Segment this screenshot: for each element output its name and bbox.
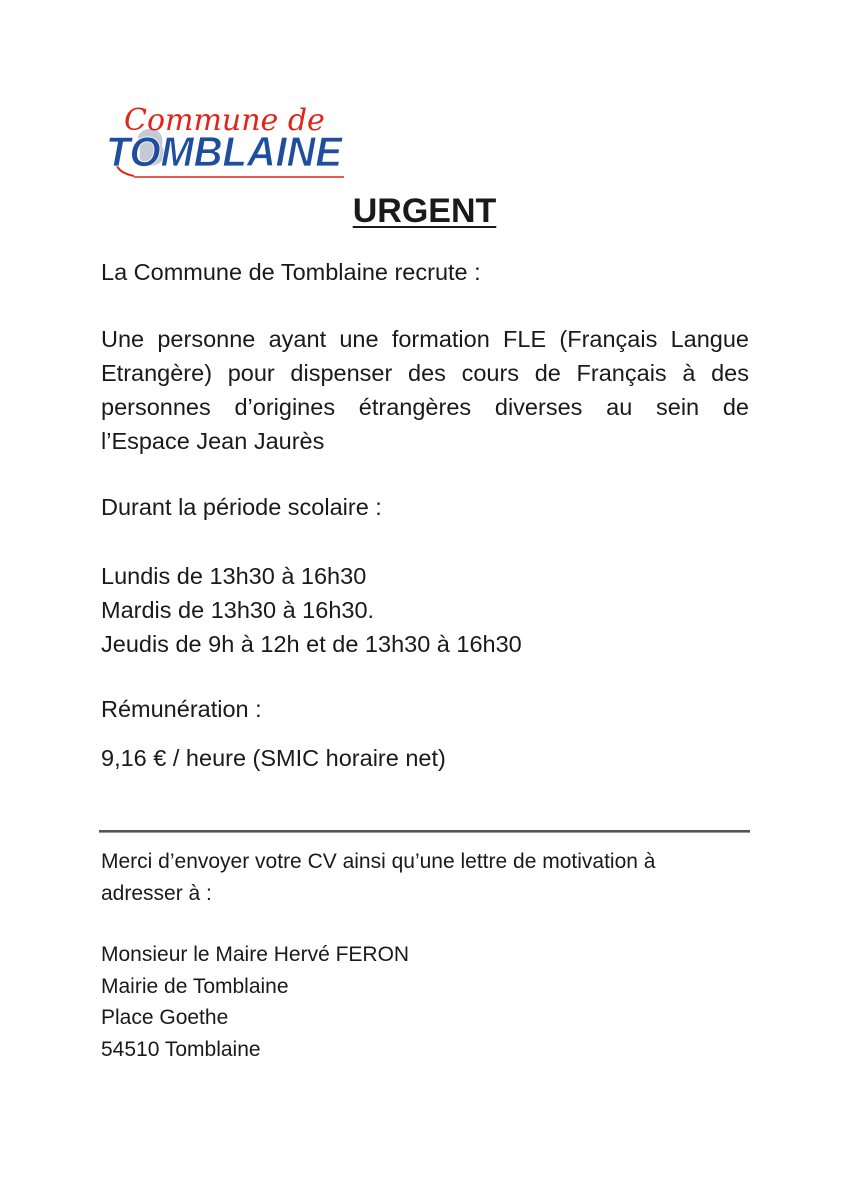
address-line: Mairie de Tomblaine (101, 974, 289, 998)
address-line: 54510 Tomblaine (101, 1037, 261, 1061)
page-title: URGENT (352, 192, 497, 230)
job-description (101, 322, 749, 458)
schedule-list (101, 559, 749, 661)
description-line: l’Espace Jean Jaurès (101, 428, 325, 454)
contact-address (101, 939, 749, 1065)
schedule-item: Lundis de 13h30 à 16h30 (101, 563, 367, 589)
logo-top-text: Commune de (124, 103, 325, 138)
contact-instructions (101, 846, 749, 909)
logo-main-text: TOMBLAINE (106, 128, 344, 175)
period-label: Durant la période scolaire : (101, 494, 382, 520)
intro-text: La Commune de Tomblaine recrute : (101, 259, 481, 285)
description-line: Etrangère) pour dispenser des cours de Français à des (101, 360, 749, 386)
description-line: Une personne ayant une formation FLE (Français Langue (101, 326, 749, 352)
address-line: Monsieur le Maire Hervé FERON (101, 943, 410, 966)
logo-graphic (104, 100, 350, 184)
address-line: Place Goethe (101, 1006, 229, 1029)
schedule-item: Jeudis de 9h à 12h et de 13h30 à 16h30 (101, 631, 522, 657)
separator-line (99, 830, 750, 833)
schedule-item: Mardis de 13h30 à 16h30. (101, 597, 375, 623)
pay-value: 9,16 € / heure (SMIC horaire net) (101, 745, 446, 771)
pay-label: Rémunération : (101, 696, 262, 722)
instruction-line: adresser à : (101, 881, 212, 905)
commune-logo (104, 100, 350, 184)
instruction-line: Merci d’envoyer votre CV ainsi qu’une lettre de motivation à (101, 850, 656, 873)
description-line: personnes d’origines étrangères diverses au sein de (101, 394, 749, 420)
